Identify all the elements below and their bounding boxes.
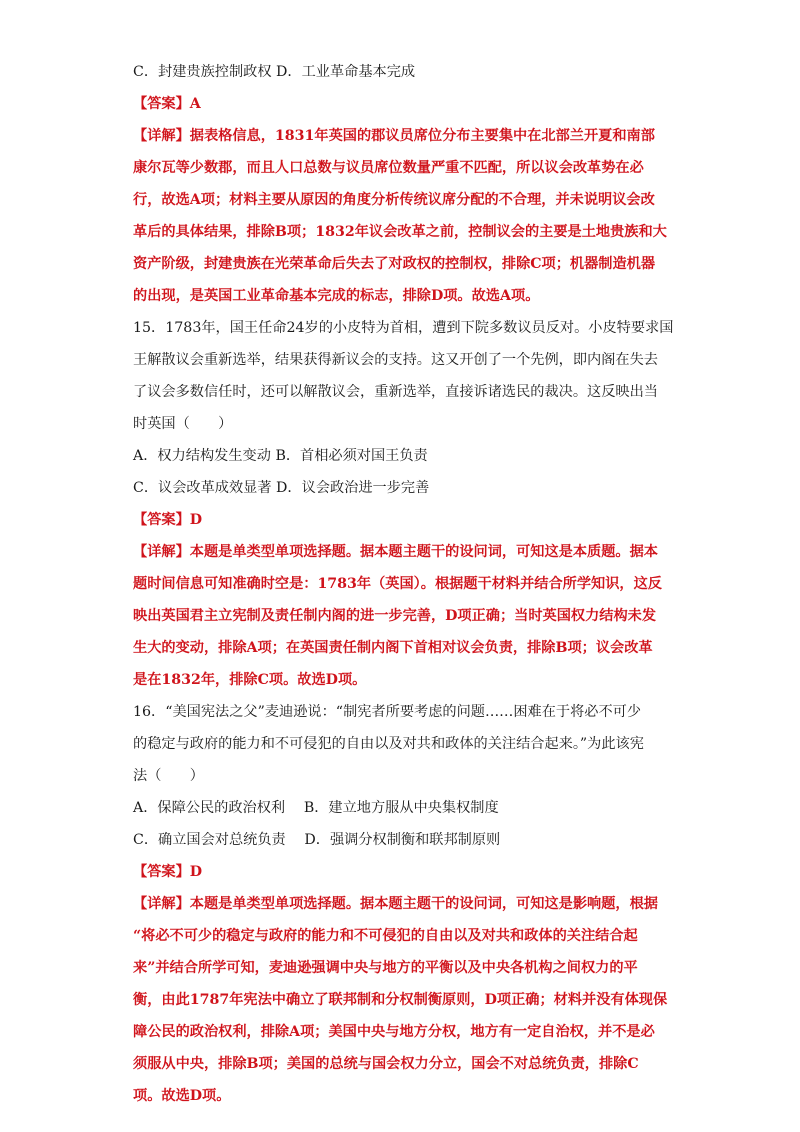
q16-detail-label: 【详解】 [133, 896, 190, 912]
q16-detail-line-3: 衡，由此1787年宪法中确立了联邦制和分权制衡原则，D项正确；材料并没有体现保 [133, 992, 668, 1008]
q14-detail-line-2: 行，故选A项；材料主要从原因的角度分析传统议席分配的不合理，并未说明议会改 [133, 192, 655, 208]
q15-detail-line-2: 映出英国君主立宪制及责任制内阁的进一步完善，D项正确；当时英国权力结构未发 [133, 608, 657, 624]
q16-answer: 【答案】D [133, 864, 203, 880]
q16-options-ab: A．保障公民的政治权利 B．建立地方服从中央集权制度 [133, 800, 499, 816]
q15-detail-text-0: 本题是单类型单项选择题。据本题主题干的设问词，可知这是本质题。据本 [189, 544, 658, 560]
q16-detail-line-2: 来”并结合所学可知，麦迪逊强调中央与地方的平衡以及中央各机构之间权力的平 [133, 960, 638, 976]
q15-stem-line-0: 15．1783年，国王任命24岁的小皮特为首相，遭到下院多数议员反对。小皮特要求国 [133, 320, 674, 336]
q16-options-cd: C．确立国会对总统负责 D．强调分权制衡和联邦制原则 [133, 832, 501, 848]
q16-detail-text-0: 本题是单类型单项选择题。据本题主题干的设问词，可知这是影响题，根据 [189, 896, 658, 912]
q15-detail-line-4: 是在1832年，排除C项。故选D项。 [133, 672, 367, 688]
q15-detail-line-0 [133, 536, 678, 568]
q15-stem-line-2: 了议会多数信任时，还可以解散议会，重新选举，直接诉诸选民的裁决。这反映出当 [133, 384, 658, 400]
q14-detail-text-0: 据表格信息，1831年英国的郡议员席位分布主要集中在北部兰开夏和南部 [189, 128, 655, 144]
q14-detail-label: 【详解】 [133, 128, 190, 144]
document-page [133, 56, 678, 1112]
q14-detail-line-0 [133, 120, 678, 152]
q16-stem-line-1: 的稳定与政府的能力和不可侵犯的自由以及对共和政体的关注结合起来。”为此该宪 [133, 736, 644, 752]
q16-detail-line-5: 须服从中央，排除B项；美国的总统与国会权力分立，国会不对总统负责，排除C [133, 1056, 639, 1072]
q14-detail-line-3: 革后的具体结果，排除B项；1832年议会改革之前，控制议会的主要是土地贵族和大 [133, 224, 667, 240]
q15-options-ab: A．权力结构发生变动 B．首相必须对国王负责 [133, 448, 428, 464]
q16-detail-line-1: “将必不可少的稳定与政府的能力和不可侵犯的自由以及对共和政体的关注结合起 [133, 928, 638, 944]
q15-detail-label: 【详解】 [133, 544, 190, 560]
q14-options-cd: C．封建贵族控制政权 D．工业革命基本完成 [133, 64, 416, 80]
q16-stem-line-2: 法（ ） [133, 768, 204, 784]
q15-stem-line-1: 王解散议会重新选举，结果获得新议会的支持。这又开创了一个先例，即内阁在失去 [133, 352, 658, 368]
q15-options-cd: C．议会改革成效显著 D．议会政治进一步完善 [133, 480, 430, 496]
q15-detail-line-3: 生大的变动，排除A项；在英国责任制内阁下首相对议会负责，排除B项；议会改革 [133, 640, 653, 656]
q14-detail-line-4: 资产阶级，封建贵族在光荣革命后失去了对政权的控制权，排除C项；机器制造机器 [133, 256, 656, 272]
q15-stem-line-3: 时英国（ ） [133, 416, 233, 432]
q16-detail-line-0 [133, 888, 678, 920]
q14-answer: 【答案】A [133, 96, 201, 112]
q15-detail-line-1: 题时间信息可知准确时空是：1783年（英国）。根据题干材料并结合所学知识，这反 [133, 576, 662, 592]
q16-detail-line-4: 障公民的政治权利，排除A项；美国中央与地方分权，地方有一定自治权，并不是必 [133, 1024, 655, 1040]
q16-stem-line-0: 16．“美国宪法之父”麦迪逊说：“制宪者所要考虑的问题……困难在于将必不可少 [133, 704, 642, 720]
q16-detail-line-6: 项。故选D项。 [133, 1088, 231, 1104]
q14-detail-line-1: 康尔瓦等少数郡，而且人口总数与议员席位数量严重不匹配，所以议会改革势在必 [133, 160, 644, 176]
q15-answer: 【答案】D [133, 512, 203, 528]
q14-detail-line-5: 的出现，是英国工业革命基本完成的标志，排除D项。故选A项。 [133, 288, 540, 304]
